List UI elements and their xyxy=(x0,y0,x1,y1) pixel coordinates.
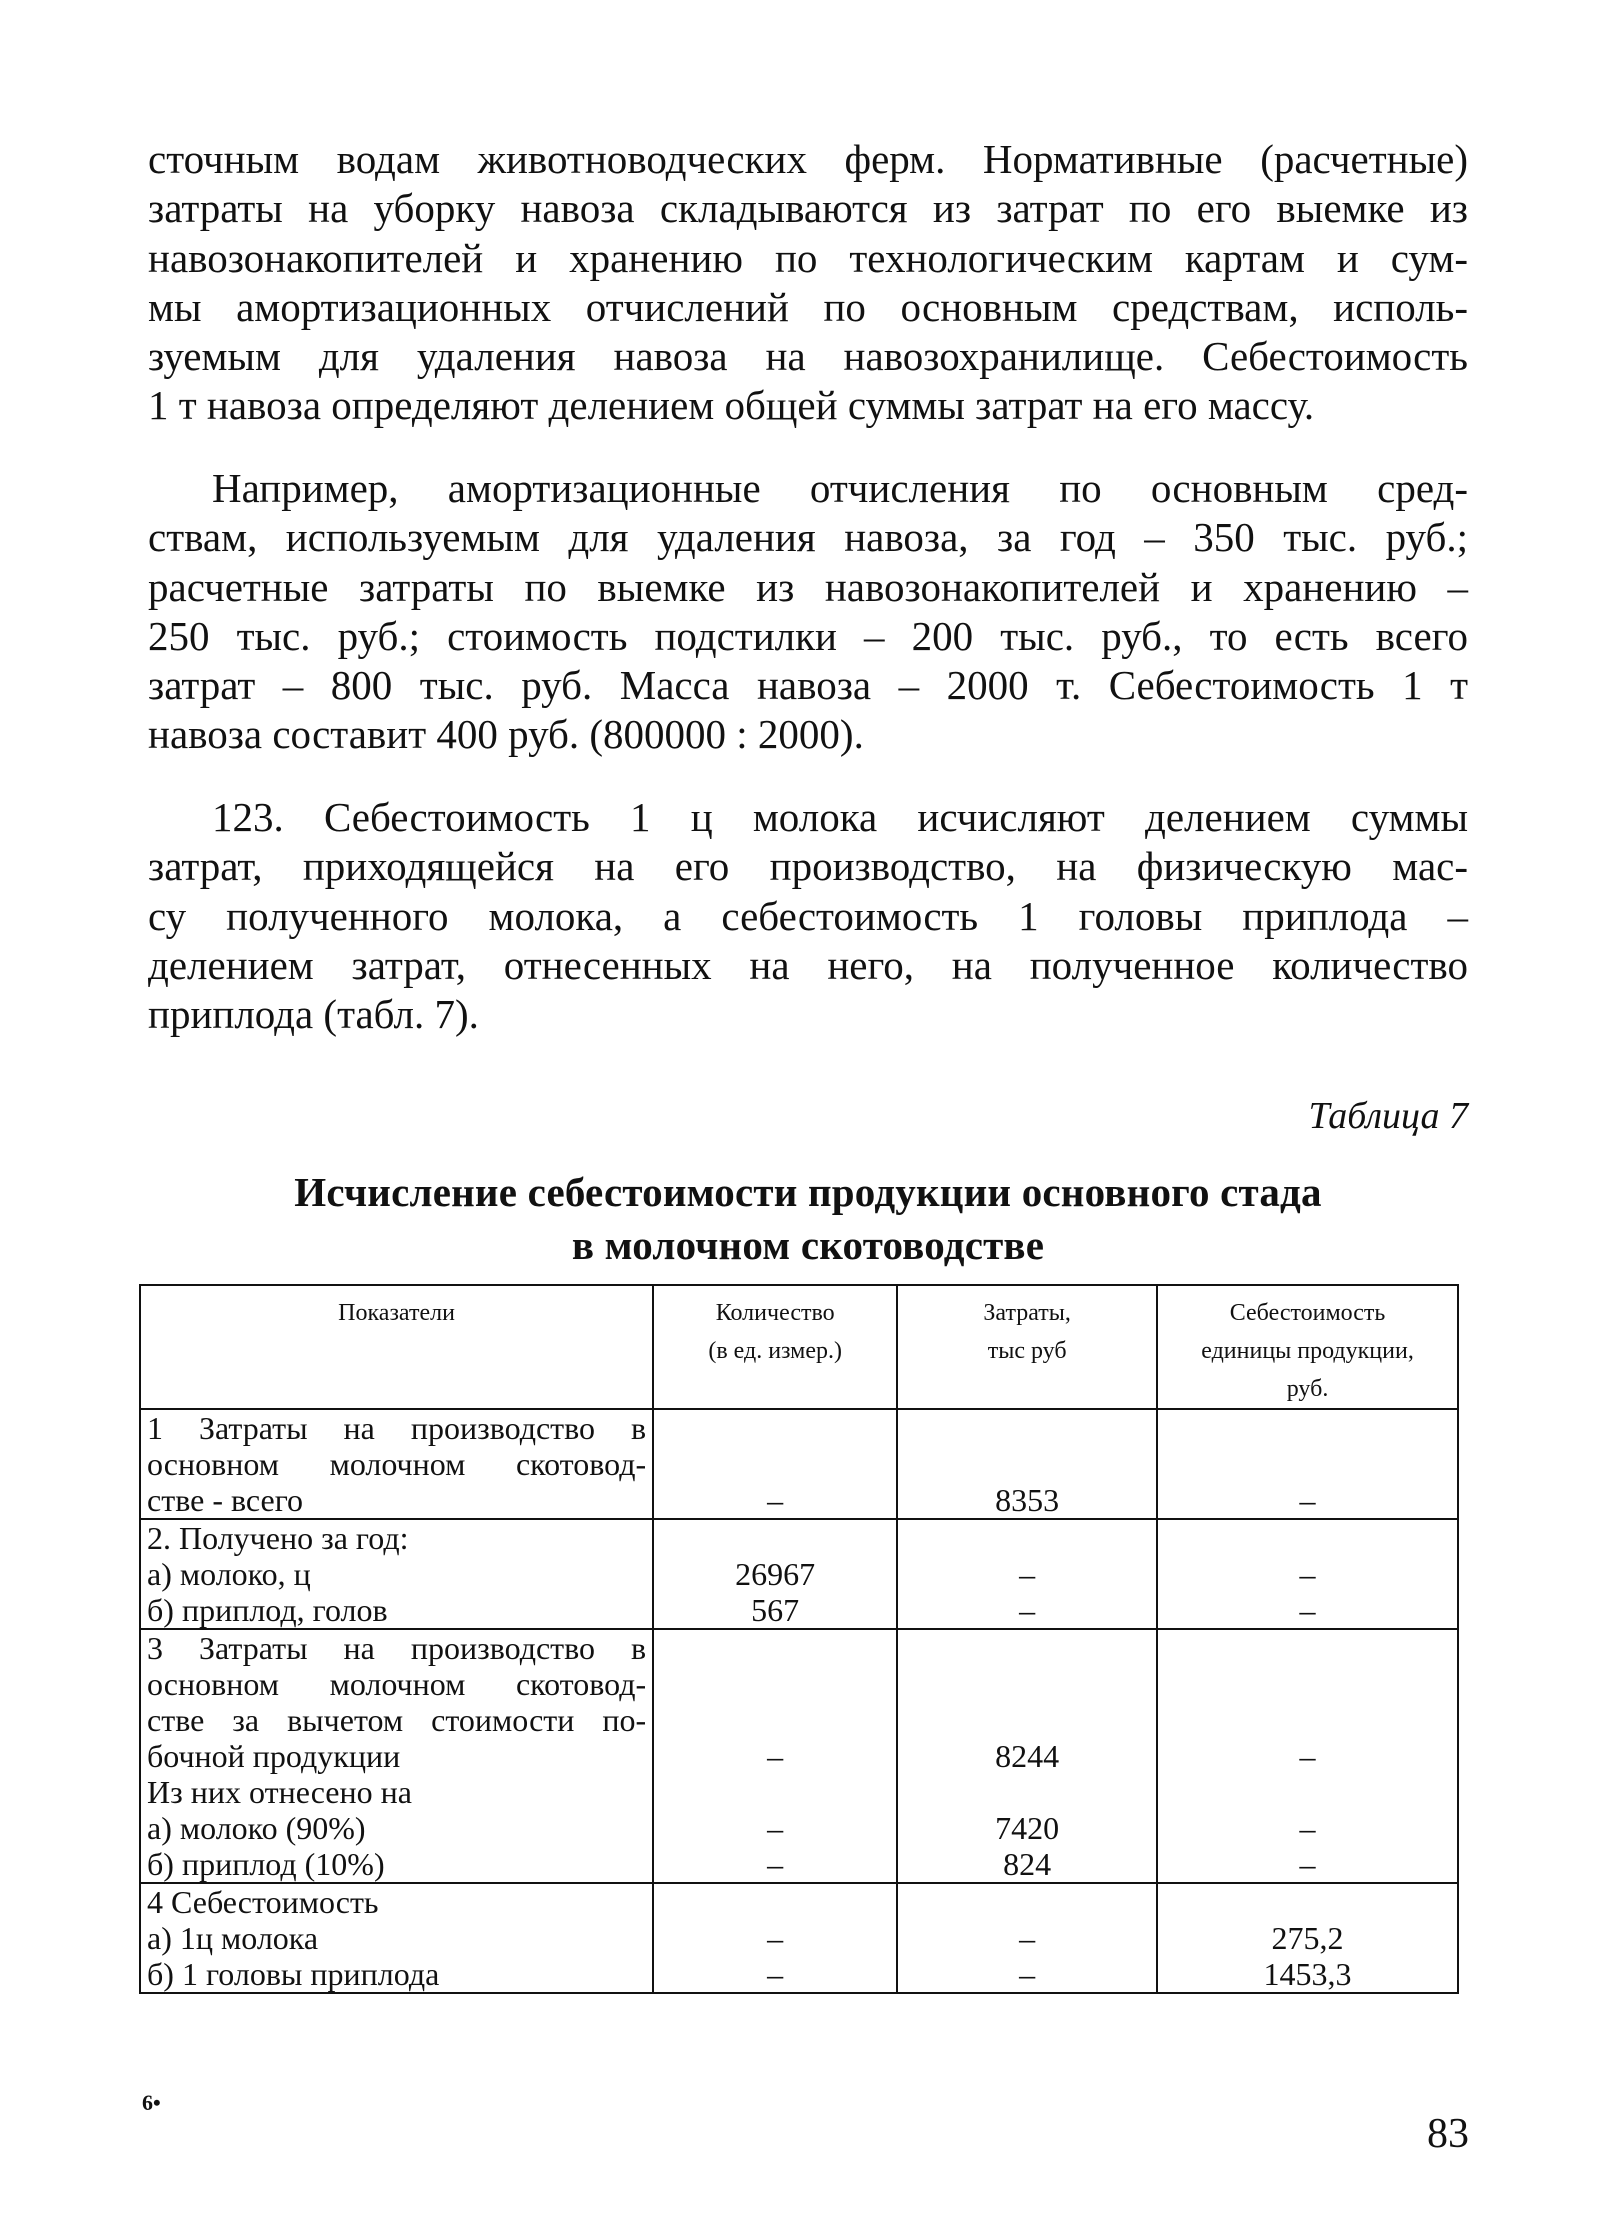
table-row xyxy=(140,1883,1458,1993)
text-line: мы амортизационных отчислений по основным средствам, исполь- xyxy=(148,283,1468,330)
row-quantity: – – – xyxy=(653,1629,897,1883)
row-cost: – – xyxy=(897,1883,1157,1993)
header-unit-cost: Себестоимость единицы продукции, руб. xyxy=(1157,1285,1458,1409)
row-label: 4 Себестоимость а) 1ц молока б) 1 головы приплода xyxy=(140,1883,653,1993)
row-cost: – – xyxy=(897,1519,1157,1629)
row-unit-cost: – – – xyxy=(1157,1629,1458,1883)
row-label: 2. Получено за год: а) молоко, ц б) приплод, голов xyxy=(140,1519,653,1629)
row-cost: 8353 xyxy=(897,1409,1157,1519)
text-line: 250 тыс. руб.; стоимость подстилки – 200 тыс. руб., то есть всего xyxy=(148,612,1468,659)
row-unit-cost: 275,2 1453,3 xyxy=(1157,1883,1458,1993)
page-number: 83 xyxy=(1427,2111,1469,2157)
header-quantity: Количество (в ед. измер.) xyxy=(653,1285,897,1409)
table-row xyxy=(140,1519,1458,1629)
paragraph-2 xyxy=(148,464,1468,760)
text-line: навозонакопителей и хранению по технологическим картам и сум- xyxy=(148,234,1468,281)
paragraph-1 xyxy=(148,135,1468,431)
text-line: 1 т навоза определяют делением общей суммы затрат на его массу. xyxy=(148,382,1315,429)
text-line: затраты на уборку навоза складываются из затрат по его выемке из xyxy=(148,185,1468,232)
text-line: 123. Себестоимость 1 ц молока исчисляют делением суммы xyxy=(212,794,1468,840)
row-cost: 8244 7420 824 xyxy=(897,1629,1157,1883)
text-line: су полученного молока, а себестоимость 1 головы приплода – xyxy=(148,892,1468,939)
text-line: расчетные затраты по выемке из навозонакопителей и хранению – xyxy=(148,563,1468,610)
text-line: делением затрат, отнесенных на него, на полученное количество xyxy=(148,941,1468,988)
text-line: Например, амортизационные отчисления по основным сред- xyxy=(212,465,1468,511)
text-line: приплода (табл. 7). xyxy=(148,991,479,1038)
row-quantity: – – xyxy=(653,1883,897,1993)
text-line: сточным водам животноводческих ферм. Нормативные (расчетные) xyxy=(148,136,1468,182)
signature-mark: 6• xyxy=(142,2090,161,2115)
text-line: затрат – 800 тыс. руб. Масса навоза – 2000 т. Себестоимость 1 т xyxy=(148,662,1468,709)
table-title-line: Исчисление себестоимости продукции основного стада xyxy=(294,1169,1322,1215)
table-title-line: в молочном скотоводстве xyxy=(571,1222,1045,1268)
table-header-row xyxy=(140,1285,1458,1409)
text-line: затрат, приходящейся на его производство, на физическую мас- xyxy=(148,843,1468,890)
header-indicators: Показатели xyxy=(140,1285,653,1409)
row-unit-cost: – – xyxy=(1157,1519,1458,1629)
text-line: ствам, используемым для удаления навоза, за год – 350 тыс. руб.; xyxy=(148,514,1468,561)
text-line: зуемым для удаления навоза на навозохранилище. Себестоимость xyxy=(148,333,1468,380)
table-row xyxy=(140,1409,1458,1519)
paragraph-3 xyxy=(148,793,1468,1039)
row-label: 3 Затраты на производство в основном молочном скотовод- стве за вычетом стоимости по- бочной продукции Из них отнесено на а) молоко (90%) б) приплод (10%) xyxy=(140,1629,653,1883)
table-label: Таблица 7 xyxy=(1308,1095,1468,1137)
row-quantity: 26967 567 xyxy=(653,1519,897,1629)
row-label: 1 Затраты на производство в основном молочном скотовод- стве - всего xyxy=(140,1409,653,1519)
table-row xyxy=(140,1629,1458,1883)
header-costs: Затраты, тыс руб xyxy=(897,1285,1157,1409)
table-title xyxy=(148,1166,1468,1272)
row-quantity: – xyxy=(653,1409,897,1519)
row-unit-cost: – xyxy=(1157,1409,1458,1519)
text-line: навоза составит 400 руб. (800000 : 2000). xyxy=(148,711,864,758)
cost-table xyxy=(139,1284,1459,1994)
